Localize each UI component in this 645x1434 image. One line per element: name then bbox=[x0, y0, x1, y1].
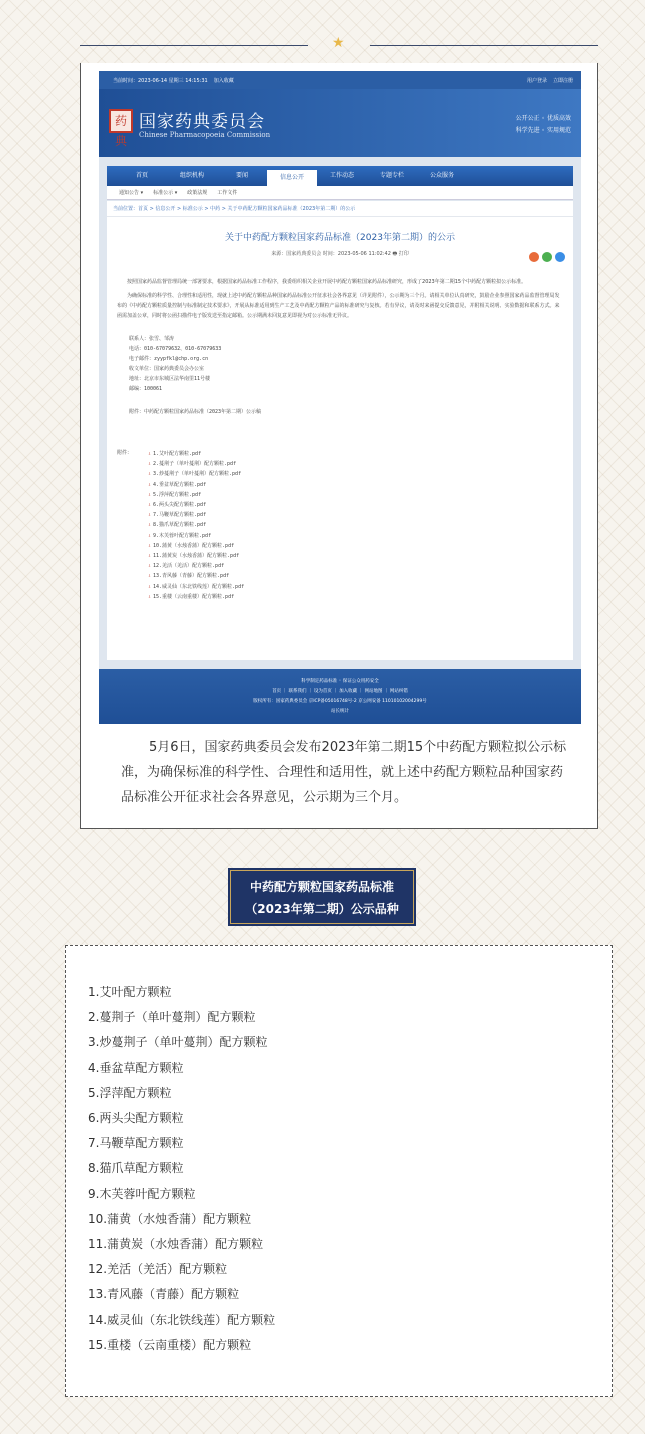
attachment-list bbox=[148, 449, 244, 602]
sub-nav bbox=[107, 186, 573, 200]
attachment-item[interactable] bbox=[148, 531, 244, 541]
attachment-link[interactable]: 7.马鞭草配方颗粒.pdf bbox=[153, 512, 207, 519]
pdf-icon: ⇩ bbox=[148, 583, 152, 590]
favorite-link[interactable]: 加入收藏 bbox=[213, 77, 234, 84]
attachment-item[interactable] bbox=[148, 582, 244, 592]
article-card bbox=[80, 63, 598, 829]
attachment-item[interactable] bbox=[148, 541, 244, 551]
pdf-icon: ⇩ bbox=[148, 542, 152, 549]
contact-line: 电话：010-67079632、010-67079633 bbox=[129, 346, 222, 352]
attachment-item[interactable] bbox=[148, 449, 244, 459]
attachment-item[interactable] bbox=[148, 592, 244, 602]
attachment-link[interactable]: 9.木芙蓉叶配方颗粒.pdf bbox=[153, 532, 212, 539]
site-footer bbox=[99, 669, 581, 724]
variety-item: 6.两头尖配方颗粒 bbox=[88, 1111, 184, 1126]
attachment-item[interactable] bbox=[148, 459, 244, 469]
variety-item: 11.蒲黄炭（水烛香蒲）配方颗粒 bbox=[88, 1237, 264, 1252]
pdf-icon: ⇩ bbox=[148, 573, 152, 580]
subnav-policy[interactable]: 政策法规 bbox=[187, 190, 208, 196]
badge-line-1: 中药配方颗粒国家药品标准 bbox=[249, 880, 394, 894]
attachment-link[interactable]: 5.浮萍配方颗粒.pdf bbox=[153, 491, 202, 498]
attachment-link[interactable]: 12.羌活（羌活）配方颗粒.pdf bbox=[153, 563, 225, 570]
star-icon: ★ bbox=[332, 35, 345, 51]
variety-item: 12.羌活（羌活）配方颗粒 bbox=[88, 1262, 228, 1277]
attachment-link[interactable]: 4.垂盆草配方颗粒.pdf bbox=[153, 481, 207, 488]
main-nav bbox=[107, 166, 573, 186]
footer-stats[interactable]: 站长统计 bbox=[331, 709, 349, 714]
attachment-link[interactable]: 15.重楼（云南重楼）配方颗粒.pdf bbox=[153, 593, 235, 600]
contact-line: 电子邮件：zyypfkl@chp.org.cn bbox=[129, 356, 209, 362]
article-title: 关于中药配方颗粒国家药品标准（2023年第二期）的公示 bbox=[225, 233, 455, 243]
footer-slogan: 科学制定药品标准 ◦ 保证公众用药安全 bbox=[301, 679, 379, 684]
article-body bbox=[107, 277, 573, 321]
variety-item: 8.猫爪草配方颗粒 bbox=[88, 1161, 184, 1176]
attachment-item[interactable] bbox=[148, 500, 244, 510]
attachment-link[interactable]: 11.蒲黄炭（水烛香蒲）配方颗粒.pdf bbox=[153, 553, 240, 560]
website-screenshot bbox=[99, 71, 581, 724]
pdf-icon: ⇩ bbox=[148, 451, 152, 457]
pdf-icon: ⇩ bbox=[148, 471, 152, 478]
attachment-item[interactable] bbox=[148, 520, 244, 530]
attachment-label: 附件： bbox=[117, 450, 133, 456]
contact-block bbox=[107, 334, 573, 417]
attachment-link[interactable]: 2.蔓荆子（单叶蔓荆）配方颗粒.pdf bbox=[153, 461, 237, 468]
attachment-item[interactable] bbox=[148, 469, 244, 479]
attachment-link[interactable]: 6.两头尖配方颗粒.pdf bbox=[153, 502, 207, 509]
article-paragraph: 为确保标准的科学性、合理性和适用性，现就上述中药配方颗粒品种国家药品标准公开征求社会各界意见（详见附件），公示期为三个月。请相关单位认真研究，鼓励企业参照国家药品监督管理局发布的《中药配方颗粒质量控制与标准制定技术要求》，开展从标准适用到生产工艺及中药配方颗粒产品的标准研究与复核。若有异议，请及时来函提交反馈意见，并附相关说明、实验数据和联系方式。来函需加盖公章，同时将公函扫描件电子版发送至指定邮箱。公示期满未回复意见即视为对公示标准无异议。 bbox=[117, 293, 560, 319]
attachment-item[interactable] bbox=[148, 490, 244, 500]
article-meta: 来源：国家药典委员会 时间：2023-05-06 11:02:42 🖶 打印 bbox=[271, 251, 409, 257]
contact-line: 地址：北京市东城区法华南里11号楼 bbox=[129, 376, 211, 382]
site-topbar bbox=[99, 71, 581, 89]
article-panel bbox=[107, 201, 573, 660]
nav-news[interactable]: 要闻 bbox=[235, 172, 248, 179]
variety-item: 15.重楼（云南重楼）配方颗粒 bbox=[88, 1337, 252, 1352]
attachment-link[interactable]: 13.青风藤（青藤）配方颗粒.pdf bbox=[153, 573, 230, 580]
varieties-list bbox=[88, 980, 275, 1358]
attachment-item[interactable] bbox=[148, 561, 244, 571]
attachment-item[interactable] bbox=[148, 510, 244, 520]
subnav-documents[interactable]: 工作文件 bbox=[217, 190, 238, 196]
divider-line bbox=[370, 45, 598, 46]
breadcrumb[interactable]: 当前位置：首页 > 信息公开 > 标准公示 > 中药 > 关于中药配方颗粒国家药品标准（2023年第二期）的公示 bbox=[107, 201, 573, 217]
top-decoration bbox=[80, 35, 598, 54]
varieties-box bbox=[65, 945, 613, 1397]
variety-item: 2.蔓荆子（单叶蔓荆）配方颗粒 bbox=[88, 1010, 256, 1025]
caption-paragraph: 5月6日，国家药典委员会发布2023年第二期15个中药配方颗粒拟公示标准，为确保标准的科学性、合理性和适用性，就上述中药配方颗粒品种国家药品标准公开征求社会各界意见，公示期为三个月。 bbox=[121, 740, 567, 805]
attachment-link[interactable]: 10.蒲黄（水烛香蒲）配方颗粒.pdf bbox=[153, 542, 235, 549]
datetime-text: 当前时间：2023-06-14 星期三 14:15:31 bbox=[113, 77, 208, 84]
pdf-icon: ⇩ bbox=[148, 481, 152, 488]
attachment-item[interactable] bbox=[148, 480, 244, 490]
subnav-notices[interactable]: 通知公告 ▾ bbox=[119, 190, 144, 196]
register-link[interactable]: 立即注册 bbox=[552, 77, 573, 84]
variety-item: 7.马鞭草配方颗粒 bbox=[88, 1136, 184, 1151]
pdf-icon: ⇩ bbox=[148, 512, 152, 519]
divider-line bbox=[80, 45, 308, 46]
nav-public-service[interactable]: 公众服务 bbox=[429, 172, 454, 179]
nav-work[interactable]: 工作动态 bbox=[329, 172, 354, 179]
variety-item: 1.艾叶配方颗粒 bbox=[88, 985, 172, 999]
wechat-icon[interactable] bbox=[542, 252, 552, 262]
nav-organization[interactable]: 组织机构 bbox=[179, 172, 204, 179]
attachment-item[interactable] bbox=[148, 551, 244, 561]
pdf-icon: ⇩ bbox=[148, 532, 152, 539]
contact-line: 联系人：张雪、邹涛 bbox=[129, 336, 175, 342]
variety-item: 4.垂盆草配方颗粒 bbox=[88, 1060, 184, 1075]
site-header bbox=[99, 89, 581, 157]
footer-copyright: 版权所有：国家药典委员会 京ICP备05016748号-2 京公网安备 11010102004299号 bbox=[253, 699, 427, 704]
pdf-icon: ⇩ bbox=[148, 553, 152, 560]
badge-line-2: （2023年第二期）公示品种 bbox=[245, 902, 399, 916]
attachment-link[interactable]: 1.艾叶配方颗粒.pdf bbox=[153, 451, 202, 457]
slogan-line-1: 公开公正 ◦ 优质高效 bbox=[515, 115, 571, 122]
variety-item: 5.浮萍配方颗粒 bbox=[88, 1085, 172, 1100]
pdf-icon: ⇩ bbox=[148, 522, 152, 529]
contact-line: 邮编：100061 bbox=[129, 386, 163, 392]
variety-item: 13.青风藤（青藤）配方颗粒 bbox=[88, 1287, 240, 1302]
attachment-link[interactable]: 14.威灵仙（东北铁线莲）配方颗粒.pdf bbox=[153, 583, 245, 590]
variety-item: 14.威灵仙（东北铁线莲）配方颗粒 bbox=[88, 1312, 276, 1327]
section-title-badge bbox=[228, 868, 416, 926]
variety-item: 9.木芙蓉叶配方颗粒 bbox=[88, 1186, 196, 1201]
login-link[interactable]: 用户登录 bbox=[526, 77, 547, 84]
variety-item: 10.蒲黄（水烛香蒲）配方颗粒 bbox=[88, 1211, 252, 1226]
attachment-item[interactable] bbox=[148, 571, 244, 581]
pdf-icon: ⇩ bbox=[148, 461, 152, 468]
pdf-icon: ⇩ bbox=[148, 502, 152, 509]
site-subtitle: Chinese Pharmacopoeia Commission bbox=[139, 131, 271, 139]
slogan-line-2: 科学先进 ◦ 实用规范 bbox=[515, 127, 571, 134]
qzone-icon[interactable] bbox=[555, 252, 565, 262]
article-paragraph: 按照国家药品监督管理局统一部署要求，根据国家药品标准工作程序，我委组织相关企业开展中药配方颗粒国家药品标准研究，形成了2023年第二期15个中药配方颗粒拟公示标准。 bbox=[127, 279, 527, 285]
attachment-link[interactable]: 3.炒蔓荆子（单叶蔓荆）配方颗粒.pdf bbox=[153, 471, 242, 478]
weibo-icon[interactable] bbox=[529, 252, 539, 262]
footer-links[interactable]: 首页 ｜ 联系我们 ｜ 设为首页 ｜ 加入收藏 ｜ 网站地图 ｜ 网站纠错 bbox=[272, 689, 408, 694]
nav-info-public[interactable]: 信息公开 bbox=[267, 170, 317, 186]
nav-home[interactable]: 首页 bbox=[135, 172, 148, 179]
subnav-standards[interactable]: 标准公示 ▾ bbox=[153, 190, 178, 196]
attachment-note: 附件：中药配方颗粒国家药品标准（2023年第二期）公示稿 bbox=[129, 409, 262, 415]
pdf-icon: ⇩ bbox=[148, 563, 152, 570]
pdf-icon: ⇩ bbox=[148, 491, 152, 498]
pdf-icon: ⇩ bbox=[148, 593, 152, 600]
contact-line: 收文单位：国家药典委员会办公室 bbox=[129, 366, 205, 372]
variety-item: 3.炒蔓荆子（单叶蔓荆）配方颗粒 bbox=[88, 1035, 268, 1050]
attachment-link[interactable]: 8.猫爪草配方颗粒.pdf bbox=[153, 522, 207, 529]
seal-logo-icon: 药典 bbox=[109, 109, 133, 133]
site-title: 国家药典委员会 bbox=[139, 112, 265, 132]
nav-topics[interactable]: 专题专栏 bbox=[379, 172, 404, 179]
share-buttons bbox=[526, 247, 565, 266]
